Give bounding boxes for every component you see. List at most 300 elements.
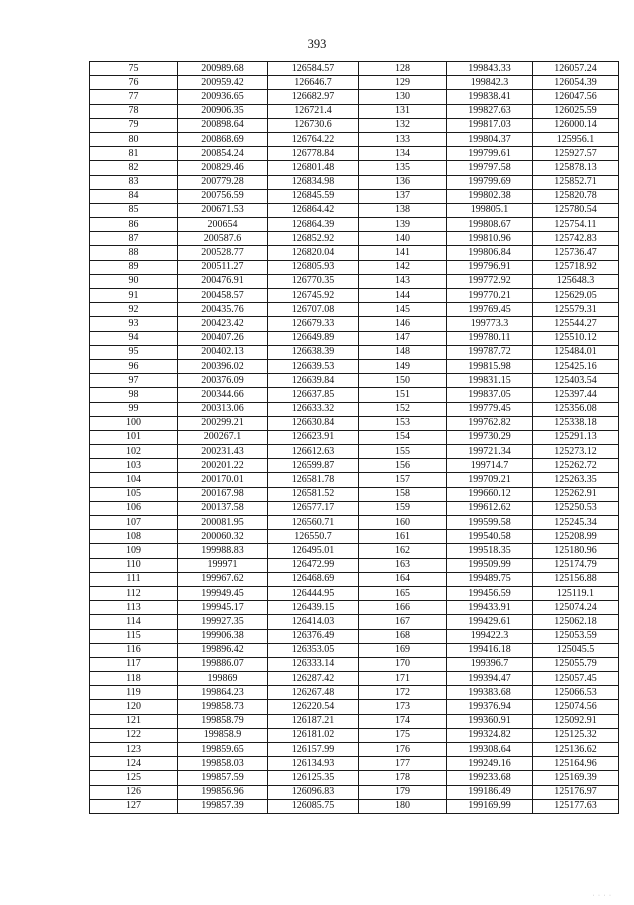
x-coordinate-left-cell: 199857.59 xyxy=(178,771,268,785)
y-coordinate-right-cell: 125262.72 xyxy=(533,459,619,473)
x-coordinate-left-cell: 200081.95 xyxy=(178,516,268,530)
point-number-left-cell: 99 xyxy=(90,402,178,416)
point-number-right-cell: 136 xyxy=(359,175,447,189)
table-row xyxy=(90,572,619,586)
y-coordinate-left-cell: 126778.84 xyxy=(268,147,359,161)
table-row xyxy=(90,203,619,217)
point-number-left-cell: 110 xyxy=(90,558,178,572)
point-number-right-cell: 141 xyxy=(359,246,447,260)
x-coordinate-right-cell: 199799.61 xyxy=(447,147,533,161)
y-coordinate-left-cell: 126764.22 xyxy=(268,132,359,146)
x-coordinate-left-cell: 199971 xyxy=(178,558,268,572)
y-coordinate-right-cell: 125878.13 xyxy=(533,161,619,175)
table-row xyxy=(90,62,619,76)
table-row xyxy=(90,90,619,104)
y-coordinate-right-cell: 125250.53 xyxy=(533,501,619,515)
point-number-left-cell: 94 xyxy=(90,331,178,345)
x-coordinate-left-cell: 199856.96 xyxy=(178,785,268,799)
x-coordinate-left-cell: 200299.21 xyxy=(178,416,268,430)
x-coordinate-right-cell: 199714.7 xyxy=(447,459,533,473)
x-coordinate-left-cell: 200528.77 xyxy=(178,246,268,260)
point-number-left-cell: 80 xyxy=(90,132,178,146)
x-coordinate-right-cell: 199376.94 xyxy=(447,700,533,714)
x-coordinate-right-cell: 199169.99 xyxy=(447,799,533,813)
y-coordinate-right-cell: 125092.91 xyxy=(533,714,619,728)
point-number-right-cell: 176 xyxy=(359,743,447,757)
x-coordinate-left-cell: 199906.38 xyxy=(178,629,268,643)
point-number-right-cell: 166 xyxy=(359,601,447,615)
y-coordinate-right-cell: 125820.78 xyxy=(533,189,619,203)
y-coordinate-left-cell: 126560.71 xyxy=(268,516,359,530)
point-number-right-cell: 167 xyxy=(359,615,447,629)
y-coordinate-right-cell: 125403.54 xyxy=(533,374,619,388)
point-number-left-cell: 121 xyxy=(90,714,178,728)
x-coordinate-right-cell: 199186.49 xyxy=(447,785,533,799)
x-coordinate-left-cell: 200898.64 xyxy=(178,118,268,132)
y-coordinate-left-cell: 126599.87 xyxy=(268,459,359,473)
x-coordinate-left-cell: 200756.59 xyxy=(178,189,268,203)
x-coordinate-right-cell: 199804.37 xyxy=(447,132,533,146)
table-row xyxy=(90,728,619,742)
point-number-right-cell: 146 xyxy=(359,317,447,331)
x-coordinate-right-cell: 199815.98 xyxy=(447,359,533,373)
y-coordinate-right-cell: 125125.32 xyxy=(533,728,619,742)
x-coordinate-right-cell: 199324.82 xyxy=(447,728,533,742)
point-number-right-cell: 154 xyxy=(359,430,447,444)
x-coordinate-left-cell: 199858.03 xyxy=(178,757,268,771)
point-number-left-cell: 120 xyxy=(90,700,178,714)
point-number-right-cell: 155 xyxy=(359,445,447,459)
point-number-left-cell: 112 xyxy=(90,586,178,600)
x-coordinate-right-cell: 199799.69 xyxy=(447,175,533,189)
x-coordinate-right-cell: 199249.16 xyxy=(447,757,533,771)
point-number-right-cell: 164 xyxy=(359,572,447,586)
table-row xyxy=(90,700,619,714)
x-coordinate-right-cell: 199429.61 xyxy=(447,615,533,629)
x-coordinate-right-cell: 199709.21 xyxy=(447,473,533,487)
point-number-right-cell: 130 xyxy=(359,90,447,104)
x-coordinate-left-cell: 199896.42 xyxy=(178,643,268,657)
x-coordinate-left-cell: 200402.13 xyxy=(178,345,268,359)
point-number-left-cell: 86 xyxy=(90,218,178,232)
point-number-left-cell: 119 xyxy=(90,686,178,700)
table-row xyxy=(90,757,619,771)
x-coordinate-left-cell: 200959.42 xyxy=(178,76,268,90)
y-coordinate-left-cell: 126414.03 xyxy=(268,615,359,629)
point-number-left-cell: 106 xyxy=(90,501,178,515)
y-coordinate-left-cell: 126220.54 xyxy=(268,700,359,714)
table-row xyxy=(90,714,619,728)
y-coordinate-left-cell: 126468.69 xyxy=(268,572,359,586)
point-number-left-cell: 103 xyxy=(90,459,178,473)
table-row xyxy=(90,147,619,161)
point-number-left-cell: 104 xyxy=(90,473,178,487)
point-number-left-cell: 95 xyxy=(90,345,178,359)
x-coordinate-right-cell: 199838.41 xyxy=(447,90,533,104)
table-row xyxy=(90,345,619,359)
point-number-left-cell: 89 xyxy=(90,260,178,274)
y-coordinate-left-cell: 126646.7 xyxy=(268,76,359,90)
point-number-left-cell: 109 xyxy=(90,544,178,558)
point-number-right-cell: 175 xyxy=(359,728,447,742)
y-coordinate-left-cell: 126096.83 xyxy=(268,785,359,799)
table-row xyxy=(90,487,619,501)
table-row xyxy=(90,516,619,530)
y-coordinate-right-cell: 125579.31 xyxy=(533,303,619,317)
table-row xyxy=(90,615,619,629)
y-coordinate-right-cell: 125053.59 xyxy=(533,629,619,643)
x-coordinate-right-cell: 199730.29 xyxy=(447,430,533,444)
y-coordinate-right-cell: 125754.11 xyxy=(533,218,619,232)
x-coordinate-left-cell: 200671.53 xyxy=(178,203,268,217)
x-coordinate-left-cell: 199857.39 xyxy=(178,799,268,813)
point-number-right-cell: 143 xyxy=(359,274,447,288)
x-coordinate-left-cell: 199858.73 xyxy=(178,700,268,714)
y-coordinate-right-cell: 125510.12 xyxy=(533,331,619,345)
point-number-left-cell: 108 xyxy=(90,530,178,544)
x-coordinate-left-cell: 200407.26 xyxy=(178,331,268,345)
table-row xyxy=(90,232,619,246)
table-row xyxy=(90,473,619,487)
table-row xyxy=(90,601,619,615)
point-number-right-cell: 156 xyxy=(359,459,447,473)
y-coordinate-left-cell: 126637.85 xyxy=(268,388,359,402)
y-coordinate-right-cell: 125263.35 xyxy=(533,473,619,487)
x-coordinate-right-cell: 199599.58 xyxy=(447,516,533,530)
point-number-right-cell: 159 xyxy=(359,501,447,515)
y-coordinate-left-cell: 126820.04 xyxy=(268,246,359,260)
table-row xyxy=(90,303,619,317)
point-number-right-cell: 161 xyxy=(359,530,447,544)
point-number-left-cell: 77 xyxy=(90,90,178,104)
table-row xyxy=(90,459,619,473)
x-coordinate-left-cell: 199927.35 xyxy=(178,615,268,629)
point-number-right-cell: 129 xyxy=(359,76,447,90)
x-coordinate-right-cell: 199489.75 xyxy=(447,572,533,586)
x-coordinate-right-cell: 199360.91 xyxy=(447,714,533,728)
point-number-left-cell: 105 xyxy=(90,487,178,501)
y-coordinate-left-cell: 126864.42 xyxy=(268,203,359,217)
point-number-right-cell: 137 xyxy=(359,189,447,203)
x-coordinate-right-cell: 199721.34 xyxy=(447,445,533,459)
y-coordinate-left-cell: 126845.59 xyxy=(268,189,359,203)
table-row xyxy=(90,189,619,203)
x-coordinate-left-cell: 200060.32 xyxy=(178,530,268,544)
x-coordinate-right-cell: 199843.33 xyxy=(447,62,533,76)
table-row xyxy=(90,218,619,232)
y-coordinate-right-cell: 126057.24 xyxy=(533,62,619,76)
table-row xyxy=(90,416,619,430)
point-number-right-cell: 142 xyxy=(359,260,447,274)
y-coordinate-left-cell: 126267.48 xyxy=(268,686,359,700)
point-number-left-cell: 116 xyxy=(90,643,178,657)
y-coordinate-right-cell: 125176.97 xyxy=(533,785,619,799)
y-coordinate-left-cell: 126730.6 xyxy=(268,118,359,132)
x-coordinate-right-cell: 199660.12 xyxy=(447,487,533,501)
y-coordinate-right-cell: 126054.39 xyxy=(533,76,619,90)
table-row xyxy=(90,686,619,700)
point-number-right-cell: 139 xyxy=(359,218,447,232)
point-number-right-cell: 177 xyxy=(359,757,447,771)
y-coordinate-left-cell: 126287.42 xyxy=(268,672,359,686)
table-row xyxy=(90,743,619,757)
point-number-left-cell: 101 xyxy=(90,430,178,444)
y-coordinate-left-cell: 126581.52 xyxy=(268,487,359,501)
x-coordinate-left-cell: 200344.66 xyxy=(178,388,268,402)
x-coordinate-left-cell: 200654 xyxy=(178,218,268,232)
point-number-left-cell: 118 xyxy=(90,672,178,686)
point-number-right-cell: 133 xyxy=(359,132,447,146)
y-coordinate-right-cell: 125718.92 xyxy=(533,260,619,274)
x-coordinate-right-cell: 199433.91 xyxy=(447,601,533,615)
y-coordinate-right-cell: 125074.24 xyxy=(533,601,619,615)
point-number-left-cell: 124 xyxy=(90,757,178,771)
point-number-right-cell: 173 xyxy=(359,700,447,714)
x-coordinate-left-cell: 199864.23 xyxy=(178,686,268,700)
point-number-right-cell: 128 xyxy=(359,62,447,76)
y-coordinate-right-cell: 125927.57 xyxy=(533,147,619,161)
x-coordinate-left-cell: 199949.45 xyxy=(178,586,268,600)
x-coordinate-left-cell: 199945.17 xyxy=(178,601,268,615)
y-coordinate-right-cell: 125180.96 xyxy=(533,544,619,558)
y-coordinate-right-cell: 125956.1 xyxy=(533,132,619,146)
point-number-right-cell: 178 xyxy=(359,771,447,785)
table-row xyxy=(90,586,619,600)
y-coordinate-right-cell: 125177.63 xyxy=(533,799,619,813)
y-coordinate-right-cell: 125544.27 xyxy=(533,317,619,331)
y-coordinate-left-cell: 126612.63 xyxy=(268,445,359,459)
table-row xyxy=(90,359,619,373)
y-coordinate-left-cell: 126157.99 xyxy=(268,743,359,757)
point-number-right-cell: 172 xyxy=(359,686,447,700)
point-number-left-cell: 87 xyxy=(90,232,178,246)
point-number-left-cell: 100 xyxy=(90,416,178,430)
table-row xyxy=(90,402,619,416)
point-number-right-cell: 140 xyxy=(359,232,447,246)
point-number-right-cell: 134 xyxy=(359,147,447,161)
point-number-right-cell: 179 xyxy=(359,785,447,799)
x-coordinate-right-cell: 199509.99 xyxy=(447,558,533,572)
point-number-left-cell: 93 xyxy=(90,317,178,331)
coordinates-table xyxy=(89,61,619,814)
point-number-left-cell: 111 xyxy=(90,572,178,586)
point-number-left-cell: 83 xyxy=(90,175,178,189)
y-coordinate-right-cell: 125742.83 xyxy=(533,232,619,246)
x-coordinate-right-cell: 199772.92 xyxy=(447,274,533,288)
y-coordinate-left-cell: 126721.4 xyxy=(268,104,359,118)
point-number-right-cell: 168 xyxy=(359,629,447,643)
y-coordinate-left-cell: 126187.21 xyxy=(268,714,359,728)
point-number-left-cell: 102 xyxy=(90,445,178,459)
x-coordinate-right-cell: 199773.3 xyxy=(447,317,533,331)
x-coordinate-left-cell: 200396.02 xyxy=(178,359,268,373)
y-coordinate-left-cell: 126834.98 xyxy=(268,175,359,189)
table-row xyxy=(90,643,619,657)
y-coordinate-right-cell: 125208.99 xyxy=(533,530,619,544)
x-coordinate-left-cell: 200854.24 xyxy=(178,147,268,161)
table-row xyxy=(90,530,619,544)
x-coordinate-left-cell: 200458.57 xyxy=(178,289,268,303)
x-coordinate-right-cell: 199396.7 xyxy=(447,657,533,671)
point-number-right-cell: 131 xyxy=(359,104,447,118)
y-coordinate-left-cell: 126577.17 xyxy=(268,501,359,515)
x-coordinate-left-cell: 200936.65 xyxy=(178,90,268,104)
point-number-right-cell: 145 xyxy=(359,303,447,317)
y-coordinate-right-cell: 125648.3 xyxy=(533,274,619,288)
x-coordinate-right-cell: 199808.67 xyxy=(447,218,533,232)
y-coordinate-right-cell: 125169.39 xyxy=(533,771,619,785)
table-row xyxy=(90,558,619,572)
table-row xyxy=(90,501,619,515)
point-number-left-cell: 92 xyxy=(90,303,178,317)
table-row xyxy=(90,374,619,388)
x-coordinate-right-cell: 199422.3 xyxy=(447,629,533,643)
x-coordinate-left-cell: 199886.07 xyxy=(178,657,268,671)
y-coordinate-left-cell: 126444.95 xyxy=(268,586,359,600)
x-coordinate-right-cell: 199540.58 xyxy=(447,530,533,544)
x-coordinate-right-cell: 199308.64 xyxy=(447,743,533,757)
point-number-left-cell: 79 xyxy=(90,118,178,132)
point-number-right-cell: 160 xyxy=(359,516,447,530)
point-number-left-cell: 122 xyxy=(90,728,178,742)
x-coordinate-right-cell: 199831.15 xyxy=(447,374,533,388)
x-coordinate-left-cell: 200829.46 xyxy=(178,161,268,175)
y-coordinate-right-cell: 125156.88 xyxy=(533,572,619,586)
y-coordinate-right-cell: 125273.12 xyxy=(533,445,619,459)
point-number-right-cell: 153 xyxy=(359,416,447,430)
x-coordinate-right-cell: 199770.21 xyxy=(447,289,533,303)
y-coordinate-left-cell: 126134.93 xyxy=(268,757,359,771)
x-coordinate-right-cell: 199383.68 xyxy=(447,686,533,700)
y-coordinate-left-cell: 126649.89 xyxy=(268,331,359,345)
y-coordinate-left-cell: 126639.53 xyxy=(268,359,359,373)
y-coordinate-left-cell: 126633.32 xyxy=(268,402,359,416)
table-row xyxy=(90,76,619,90)
y-coordinate-left-cell: 126581.78 xyxy=(268,473,359,487)
y-coordinate-left-cell: 126745.92 xyxy=(268,289,359,303)
table-row xyxy=(90,629,619,643)
x-coordinate-right-cell: 199518.35 xyxy=(447,544,533,558)
x-coordinate-right-cell: 199787.72 xyxy=(447,345,533,359)
x-coordinate-left-cell: 199858.9 xyxy=(178,728,268,742)
x-coordinate-left-cell: 200313.06 xyxy=(178,402,268,416)
x-coordinate-right-cell: 199797.58 xyxy=(447,161,533,175)
point-number-left-cell: 127 xyxy=(90,799,178,813)
y-coordinate-right-cell: 125736.47 xyxy=(533,246,619,260)
point-number-right-cell: 135 xyxy=(359,161,447,175)
x-coordinate-left-cell: 200170.01 xyxy=(178,473,268,487)
point-number-left-cell: 75 xyxy=(90,62,178,76)
y-coordinate-left-cell: 126333.14 xyxy=(268,657,359,671)
y-coordinate-right-cell: 126025.59 xyxy=(533,104,619,118)
table-row xyxy=(90,785,619,799)
table-row xyxy=(90,657,619,671)
y-coordinate-right-cell: 125074.56 xyxy=(533,700,619,714)
y-coordinate-right-cell: 125356.08 xyxy=(533,402,619,416)
point-number-right-cell: 158 xyxy=(359,487,447,501)
y-coordinate-left-cell: 126707.08 xyxy=(268,303,359,317)
table-row xyxy=(90,118,619,132)
point-number-left-cell: 113 xyxy=(90,601,178,615)
point-number-left-cell: 90 xyxy=(90,274,178,288)
point-number-right-cell: 152 xyxy=(359,402,447,416)
y-coordinate-left-cell: 126353.05 xyxy=(268,643,359,657)
y-coordinate-right-cell: 125055.79 xyxy=(533,657,619,671)
table-row xyxy=(90,317,619,331)
y-coordinate-left-cell: 126801.48 xyxy=(268,161,359,175)
x-coordinate-left-cell: 199858.79 xyxy=(178,714,268,728)
point-number-left-cell: 84 xyxy=(90,189,178,203)
y-coordinate-right-cell: 125174.79 xyxy=(533,558,619,572)
y-coordinate-right-cell: 125164.96 xyxy=(533,757,619,771)
x-coordinate-left-cell: 200868.69 xyxy=(178,132,268,146)
x-coordinate-left-cell: 199859.65 xyxy=(178,743,268,757)
y-coordinate-left-cell: 126125.35 xyxy=(268,771,359,785)
y-coordinate-right-cell: 126047.56 xyxy=(533,90,619,104)
y-coordinate-left-cell: 126623.91 xyxy=(268,430,359,444)
point-number-left-cell: 115 xyxy=(90,629,178,643)
y-coordinate-right-cell: 125484.01 xyxy=(533,345,619,359)
y-coordinate-right-cell: 125062.18 xyxy=(533,615,619,629)
point-number-left-cell: 96 xyxy=(90,359,178,373)
point-number-left-cell: 91 xyxy=(90,289,178,303)
x-coordinate-right-cell: 199810.96 xyxy=(447,232,533,246)
table-row xyxy=(90,289,619,303)
page-number: 393 xyxy=(307,37,327,51)
x-coordinate-left-cell: 200511.27 xyxy=(178,260,268,274)
x-coordinate-right-cell: 199780.11 xyxy=(447,331,533,345)
y-coordinate-left-cell: 126181.02 xyxy=(268,728,359,742)
table-row xyxy=(90,161,619,175)
x-coordinate-right-cell: 199394.47 xyxy=(447,672,533,686)
point-number-left-cell: 82 xyxy=(90,161,178,175)
x-coordinate-left-cell: 200476.91 xyxy=(178,274,268,288)
x-coordinate-left-cell: 200201.22 xyxy=(178,459,268,473)
x-coordinate-left-cell: 200267.1 xyxy=(178,430,268,444)
point-number-left-cell: 107 xyxy=(90,516,178,530)
y-coordinate-left-cell: 126439.15 xyxy=(268,601,359,615)
x-coordinate-right-cell: 199805.1 xyxy=(447,203,533,217)
table-row xyxy=(90,132,619,146)
x-coordinate-right-cell: 199796.91 xyxy=(447,260,533,274)
y-coordinate-right-cell: 125136.62 xyxy=(533,743,619,757)
x-coordinate-left-cell: 200779.28 xyxy=(178,175,268,189)
coordinates-table-body xyxy=(90,62,619,814)
point-number-right-cell: 165 xyxy=(359,586,447,600)
y-coordinate-left-cell: 126682.97 xyxy=(268,90,359,104)
y-coordinate-right-cell: 125066.53 xyxy=(533,686,619,700)
point-number-right-cell: 170 xyxy=(359,657,447,671)
point-number-left-cell: 85 xyxy=(90,203,178,217)
table-row xyxy=(90,388,619,402)
x-coordinate-right-cell: 199416.18 xyxy=(447,643,533,657)
point-number-left-cell: 114 xyxy=(90,615,178,629)
point-number-right-cell: 180 xyxy=(359,799,447,813)
x-coordinate-left-cell: 200435.76 xyxy=(178,303,268,317)
point-number-right-cell: 162 xyxy=(359,544,447,558)
point-number-right-cell: 148 xyxy=(359,345,447,359)
y-coordinate-left-cell: 126630.84 xyxy=(268,416,359,430)
x-coordinate-right-cell: 199762.82 xyxy=(447,416,533,430)
y-coordinate-right-cell: 125119.1 xyxy=(533,586,619,600)
y-coordinate-left-cell: 126495.01 xyxy=(268,544,359,558)
x-coordinate-right-cell: 199842.3 xyxy=(447,76,533,90)
table-row xyxy=(90,544,619,558)
x-coordinate-left-cell: 200906.35 xyxy=(178,104,268,118)
point-number-right-cell: 147 xyxy=(359,331,447,345)
x-coordinate-right-cell: 199233.68 xyxy=(447,771,533,785)
point-number-left-cell: 78 xyxy=(90,104,178,118)
